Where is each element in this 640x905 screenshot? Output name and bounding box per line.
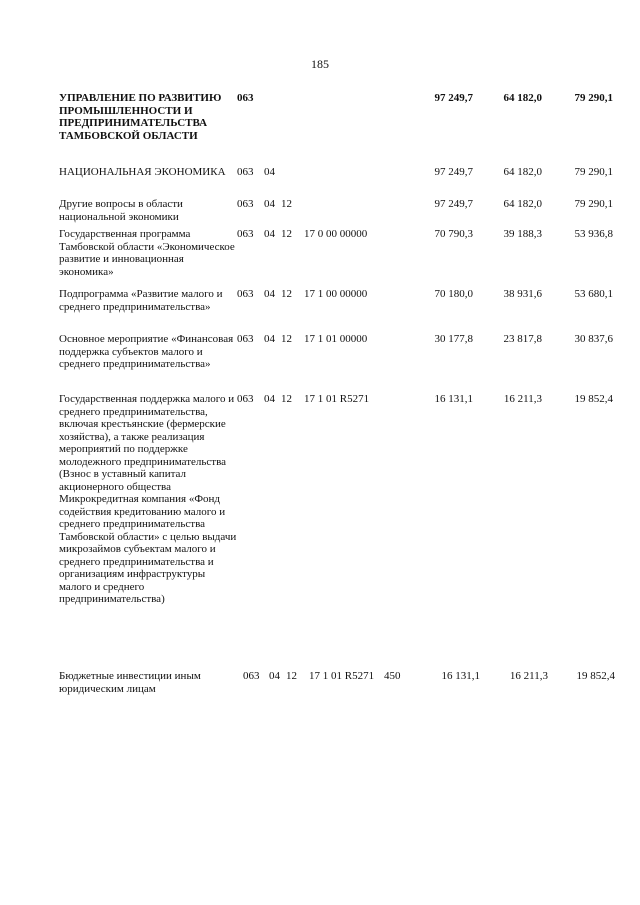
row-subsection-code: 12 (281, 393, 292, 405)
row-amount-1: 70 180,0 (434, 288, 473, 300)
row-name: Государственная поддержка малого и среднего предпринимательства, включая крестьянские (фермерские хозяйства), а также реализация мероприятий по поддержке молодежного предпринимательства (Взнос в уставный капитал акционерного общества Микрокредитная компания «Фонд содействия кредитованию малого и среднего предпринимательства Тамбовской области» с целью выдачи микрозаймов субъектам малого и среднего предпринимательства и организациям инфраструктуры малого и среднего предпринимательства) (59, 393, 237, 605)
row-article-code: 17 1 01 00000 (304, 333, 368, 345)
row-amount-2: 64 182,0 (503, 166, 542, 178)
row-section-code: 04 (264, 393, 275, 405)
row-amount-3: 53 936,8 (574, 228, 613, 240)
row-admin-code: 063 (237, 333, 254, 345)
row-subsection-code: 12 (286, 670, 297, 682)
row-section-code: 04 (269, 670, 280, 682)
row-amount-3: 53 680,1 (574, 288, 613, 300)
row-admin-code: 063 (237, 288, 254, 300)
row-amount-3: 79 290,1 (574, 198, 613, 210)
row-admin-code: 063 (237, 393, 254, 405)
row-subsection-code: 12 (281, 288, 292, 300)
row-amount-2: 16 211,3 (503, 393, 542, 405)
page-number: 185 (311, 57, 329, 71)
row-section-code: 04 (264, 166, 275, 178)
row-amount-1: 30 177,8 (434, 333, 473, 345)
row-amount-2: 39 188,3 (503, 228, 542, 240)
row-subsection-code: 12 (281, 198, 292, 210)
row-amount-1: 16 131,1 (434, 393, 473, 405)
row-section-code: 04 (264, 288, 275, 300)
row-expense-type-code: 450 (384, 670, 401, 682)
row-article-code: 17 1 01 R5271 (309, 670, 375, 682)
row-admin-code: 063 (237, 228, 254, 240)
row-name: Бюджетные инвестиции иным юридическим лицам (59, 670, 201, 695)
row-amount-2: 64 182,0 (503, 92, 542, 104)
row-name: Основное мероприятие «Финансовая поддержка субъектов малого и среднего предпринимательства» (59, 333, 234, 370)
row-admin-code: 063 (243, 670, 260, 682)
row-amount-3: 79 290,1 (574, 166, 613, 178)
row-section-code: 04 (264, 333, 275, 345)
row-amount-2: 23 817,8 (503, 333, 542, 345)
row-amount-3: 19 852,4 (574, 393, 613, 405)
row-name: Подпрограмма «Развитие малого и среднего предпринимательства» (59, 288, 223, 313)
row-section-code: 04 (264, 228, 275, 240)
row-amount-3: 79 290,1 (574, 92, 613, 104)
row-name: УПРАВЛЕНИЕ ПО РАЗВИТИЮ ПРОМЫШЛЕННОСТИ И ПРЕДПРИНИМАТЕЛЬСТВА ТАМБОВСКОЙ ОБЛАСТИ (59, 92, 222, 142)
row-amount-3: 19 852,4 (576, 670, 615, 682)
row-admin-code: 063 (237, 166, 254, 178)
row-article-code: 17 1 00 00000 (304, 288, 368, 300)
row-article-code: 17 1 01 R5271 (304, 393, 370, 405)
row-amount-2: 16 211,3 (509, 670, 548, 682)
row-amount-3: 30 837,6 (574, 333, 613, 345)
row-name: Государственная программа Тамбовской области «Экономическое развитие и инновационная экономика» (59, 228, 235, 278)
row-article-code: 17 0 00 00000 (304, 228, 368, 240)
row-amount-1: 97 249,7 (434, 198, 473, 210)
row-admin-code: 063 (237, 198, 254, 210)
row-amount-2: 64 182,0 (503, 198, 542, 210)
row-amount-1: 70 790,3 (434, 228, 473, 240)
row-amount-1: 16 131,1 (441, 670, 480, 682)
row-section-code: 04 (264, 198, 275, 210)
row-name: Другие вопросы в области национальной экономики (59, 198, 183, 223)
row-amount-1: 97 249,7 (434, 166, 473, 178)
row-subsection-code: 12 (281, 333, 292, 345)
row-amount-2: 38 931,6 (503, 288, 542, 300)
row-subsection-code: 12 (281, 228, 292, 240)
row-admin-code: 063 (237, 92, 254, 104)
row-amount-1: 97 249,7 (434, 92, 473, 104)
row-name: НАЦИОНАЛЬНАЯ ЭКОНОМИКА (59, 166, 226, 178)
